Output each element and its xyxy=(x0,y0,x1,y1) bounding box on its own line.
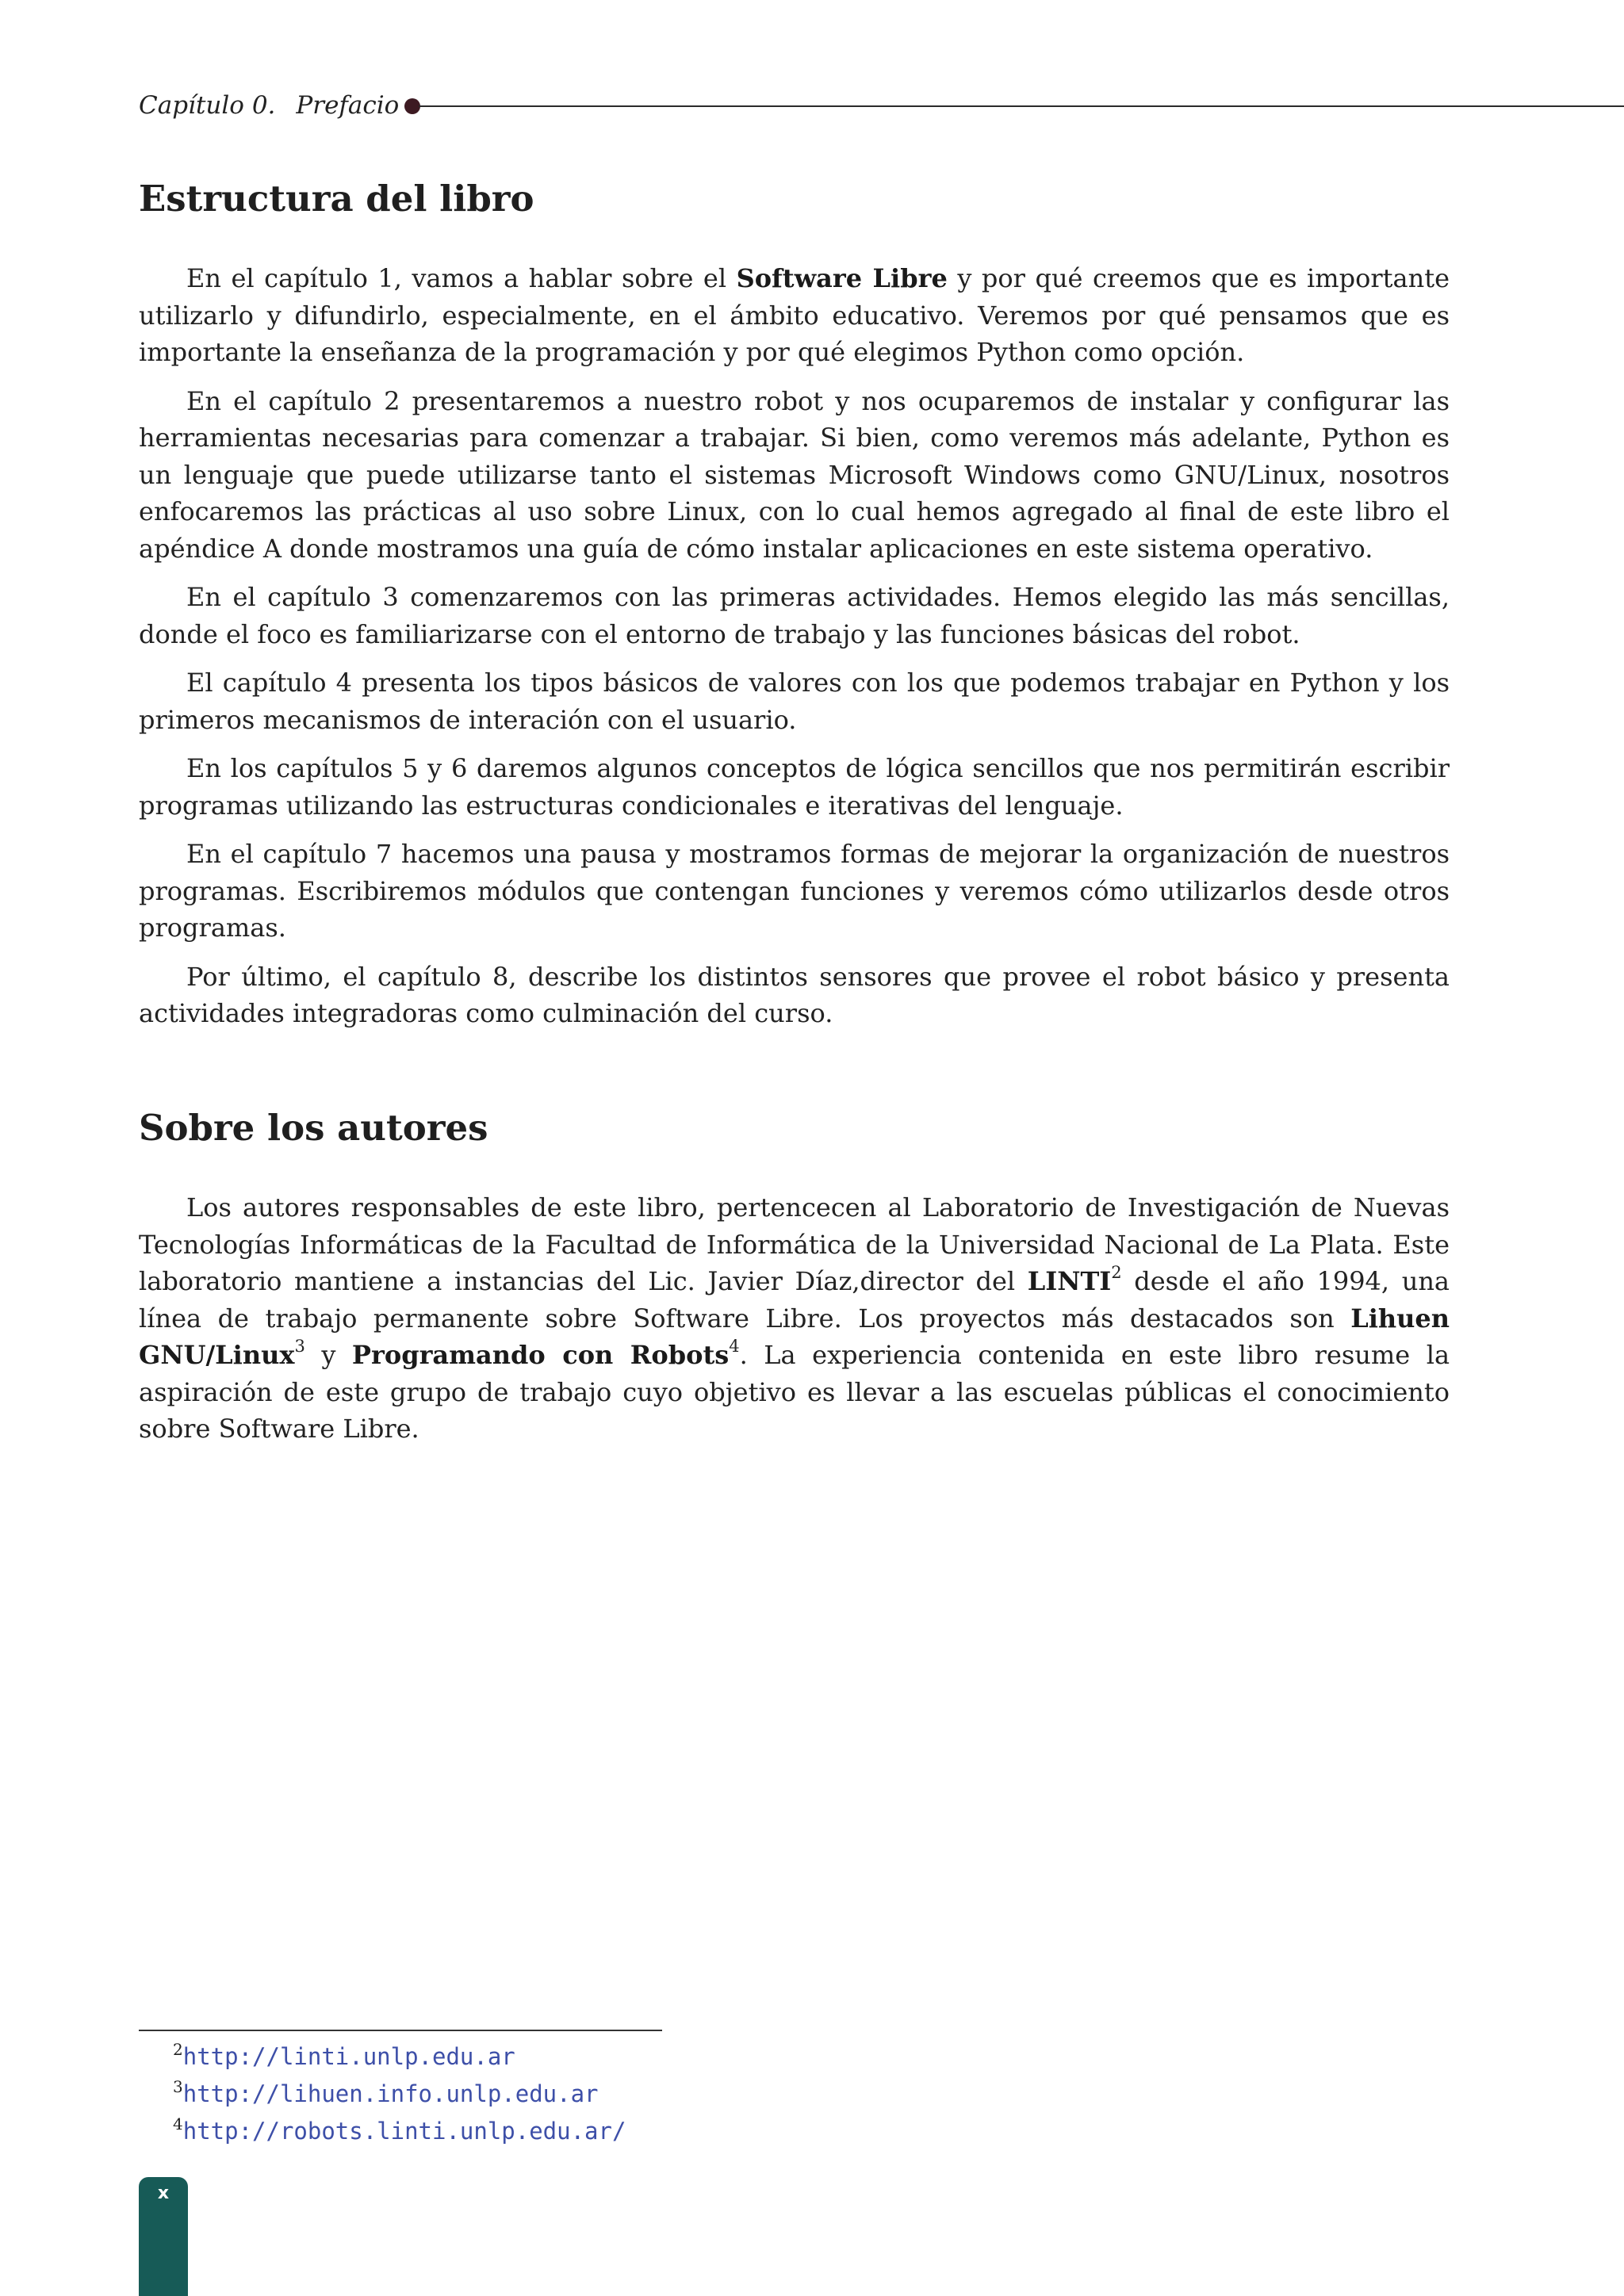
text-run: y xyxy=(304,1340,352,1370)
paragraph: En el capítulo 2 presentaremos a nuestro robot y nos ocuparemos de instalar y configurar las herramientas necesarias para comenzar a trabajar. Si bien, como veremos más adelante, Python es un lenguaje que puede utilizarse tanto el sistemas Microsoft Windows como GNU/Linux, nosotros enfocaremos las prácticas al uso sobre Linux, con lo cual hemos agregado al final de este libro el apéndice A donde mostramos una guía de cómo instalar aplicaciones en este sistema operativo. xyxy=(139,385,1450,564)
footnote-link[interactable]: http://lihuen.info.unlp.edu.ar xyxy=(182,2080,599,2107)
footnote-ref[interactable]: 2 xyxy=(1111,1263,1122,1282)
footnote-ref[interactable]: 4 xyxy=(729,1337,740,1356)
paragraph: El capítulo 4 presenta los tipos básicos de valores con los que podemos trabajar en Python y los primeros mecanismos de interación con el usuario. xyxy=(139,668,1450,735)
paragraph xyxy=(139,1189,1450,1448)
footnote-link[interactable]: http://robots.linti.unlp.edu.ar/ xyxy=(182,2118,626,2145)
footnote-number: 2 xyxy=(173,2040,183,2059)
footnote xyxy=(173,2109,626,2146)
bold-term: Lihuen GNU/Linux xyxy=(139,1303,1450,1370)
footnote-number: 4 xyxy=(173,2114,183,2133)
footnote-ref[interactable]: 3 xyxy=(294,1337,305,1356)
text-run: y por qué creemos que es importante utilizarlo y difundirlo, especialmente, en el ámbito educativo. Veremos por qué pensamos que es importante la enseñanza de la programación y por qué elegimos Python como opción. xyxy=(139,263,1450,367)
running-header xyxy=(139,86,1624,125)
text-run: . La experiencia contenida en este libro resume la aspiración de este grupo de trabajo cuyo objetivo es llevar a las escuelas públicas el conocimiento sobre Software Libre. xyxy=(139,1340,1450,1444)
page-number-tab xyxy=(139,2177,188,2296)
page-number: x xyxy=(157,2183,170,2203)
section-body-autores xyxy=(139,1189,1450,1448)
text-run: En el capítulo 1, vamos a hablar sobre el xyxy=(186,263,737,293)
paragraph: Por último, el capítulo 8, describe los distintos sensores que provee el robot básico y presenta actividades integradoras como culminación del curso. xyxy=(139,961,1450,1028)
section-heading-estructura: Estructura del libro xyxy=(139,178,534,220)
bold-term: Programando con Robots xyxy=(351,1340,730,1370)
header-rule xyxy=(419,105,1624,107)
footnotes xyxy=(173,2034,626,2146)
text-run: Los autores responsables de este libro, pertencecen al Laboratorio de Investigación de Nuevas Tecnologías Informáticas de la Facultad de Informática de la Universidad Nacional de La Plata. Este laboratorio mantiene a instancias del Lic. Javier Díaz,director del xyxy=(139,1192,1450,1296)
section-heading-autores: Sobre los autores xyxy=(139,1107,488,1149)
section-body-estructura xyxy=(139,260,1450,1044)
bold-term: Software Libre xyxy=(736,263,948,293)
footnote-number: 3 xyxy=(173,2077,183,2096)
paragraph: En el capítulo 3 comenzaremos con las primeras actividades. Hemos elegido las más sencillas, donde el foco es familiarizarse con el entorno de trabajo y las funciones básicas del robot. xyxy=(139,582,1450,649)
footnote xyxy=(173,2034,626,2072)
paragraph: En los capítulos 5 y 6 daremos algunos conceptos de lógica sencillos que nos permitirán escribir programas utilizando las estructuras condicionales e iterativas del lenguaje. xyxy=(139,753,1450,821)
bold-term: LINTI xyxy=(1027,1266,1112,1296)
header-chapter: Capítulo 0. xyxy=(139,91,276,120)
footnote xyxy=(173,2072,626,2109)
header-bullet-icon xyxy=(404,98,420,114)
text-run: desde el año 1994, una línea de trabajo permanente sobre Software Libre. Los proyectos más destacados son xyxy=(139,1266,1450,1334)
footnote-link[interactable]: http://linti.unlp.edu.ar xyxy=(182,2043,515,2070)
paragraph xyxy=(139,260,1450,371)
footnote-rule xyxy=(139,2030,662,2031)
paragraph: En el capítulo 7 hacemos una pausa y mostramos formas de mejorar la organización de nuestros programas. Escribiremos módulos que contengan funciones y veremos cómo utilizarlos desde otros programas. xyxy=(139,839,1450,943)
header-title: Prefacio xyxy=(296,91,400,120)
header-text xyxy=(139,86,399,125)
